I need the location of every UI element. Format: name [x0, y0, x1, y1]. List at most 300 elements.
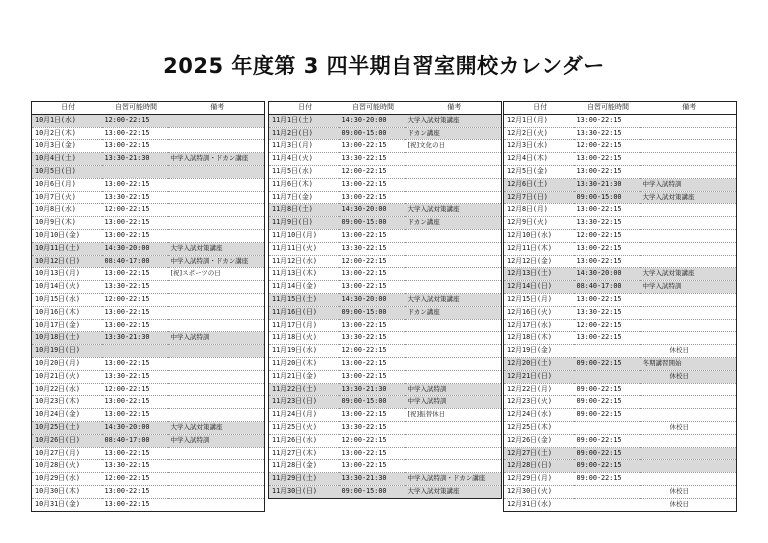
hours-cell: 13:00-22:15	[574, 204, 640, 217]
note-cell	[640, 434, 737, 447]
table-row	[504, 255, 737, 268]
table-row	[269, 485, 502, 498]
table-row	[504, 498, 737, 511]
note-cell: 大学入試対策講座	[405, 293, 502, 306]
date-cell: 10月2日(木)	[32, 127, 102, 140]
hours-cell: 13:00-22:15	[339, 191, 405, 204]
date-cell: 11月20日(木)	[269, 357, 339, 370]
hours-cell: 13:00-22:15	[339, 268, 405, 281]
table-row	[504, 421, 737, 434]
date-cell: 12月16日(火)	[504, 306, 574, 319]
note-cell	[168, 293, 265, 306]
table-row	[504, 357, 737, 370]
note-cell	[640, 447, 737, 460]
hours-cell	[574, 421, 640, 434]
hours-cell: 13:00-22:15	[339, 370, 405, 383]
table-row	[269, 370, 502, 383]
note-cell	[168, 217, 265, 230]
table-row	[269, 114, 502, 127]
date-cell: 11月15日(土)	[269, 293, 339, 306]
table-row	[32, 191, 265, 204]
note-cell	[168, 460, 265, 473]
note-cell: [祝]振替休日	[405, 409, 502, 422]
note-cell	[168, 473, 265, 486]
date-cell: 12月19日(金)	[504, 345, 574, 358]
note-cell: 中学入試特訓	[168, 332, 265, 345]
table-row	[504, 332, 737, 345]
note-cell: ドカン講座	[405, 127, 502, 140]
hours-cell: 14:30-20:00	[574, 268, 640, 281]
note-cell	[405, 229, 502, 242]
note-cell: ドカン講座	[405, 306, 502, 319]
note-cell	[405, 153, 502, 166]
table-row	[269, 447, 502, 460]
table-header-row	[269, 102, 502, 115]
hours-cell: 13:30-22:15	[574, 217, 640, 230]
date-cell: 10月19日(日)	[32, 345, 102, 358]
date-cell: 12月9日(火)	[504, 217, 574, 230]
table-row	[504, 447, 737, 460]
date-cell: 11月22日(土)	[269, 383, 339, 396]
note-cell: 中学入試特訓	[405, 383, 502, 396]
table-row	[32, 293, 265, 306]
date-cell: 11月12日(水)	[269, 255, 339, 268]
date-cell: 12月23日(火)	[504, 396, 574, 409]
note-cell	[640, 306, 737, 319]
hours-cell: 13:00-22:15	[574, 332, 640, 345]
date-cell: 10月30日(木)	[32, 485, 102, 498]
date-cell: 11月9日(日)	[269, 217, 339, 230]
hours-cell: 09:00-15:00	[574, 191, 640, 204]
note-cell	[168, 357, 265, 370]
note-cell	[168, 498, 265, 511]
table-row	[32, 396, 265, 409]
table-row	[32, 460, 265, 473]
note-cell	[640, 460, 737, 473]
header-date: 日付	[32, 102, 102, 115]
date-cell: 12月17日(水)	[504, 319, 574, 332]
table-row	[32, 383, 265, 396]
table-row	[269, 306, 502, 319]
note-cell: 休校日	[640, 485, 737, 498]
note-cell	[640, 217, 737, 230]
header-hours: 自習可能時間	[102, 102, 168, 115]
date-cell: 11月16日(日)	[269, 306, 339, 319]
table-row	[504, 178, 737, 191]
table-row	[32, 153, 265, 166]
note-cell: 中学入試特訓・ドカン講座	[168, 255, 265, 268]
note-cell	[405, 191, 502, 204]
hours-cell: 12:00-22:15	[574, 140, 640, 153]
date-cell: 10月29日(水)	[32, 473, 102, 486]
date-cell: 12月20日(土)	[504, 357, 574, 370]
note-cell	[405, 421, 502, 434]
hours-cell: 13:00-22:15	[339, 229, 405, 242]
note-cell: 中学入試特訓	[640, 178, 737, 191]
note-cell	[640, 127, 737, 140]
hours-cell: 13:30-22:15	[102, 370, 168, 383]
date-cell: 12月25日(木)	[504, 421, 574, 434]
date-cell: 10月5日(日)	[32, 165, 102, 178]
table-row	[32, 409, 265, 422]
hours-cell: 12:00-22:15	[339, 165, 405, 178]
hours-cell: 13:00-22:15	[102, 229, 168, 242]
table-row	[269, 178, 502, 191]
hours-cell: 13:00-22:15	[574, 165, 640, 178]
hours-cell: 13:00-22:15	[102, 447, 168, 460]
table-row	[269, 165, 502, 178]
note-cell	[168, 140, 265, 153]
table-row	[504, 396, 737, 409]
date-cell: 12月8日(月)	[504, 204, 574, 217]
note-cell	[640, 396, 737, 409]
date-cell: 10月21日(火)	[32, 370, 102, 383]
hours-cell: 13:00-22:15	[102, 319, 168, 332]
date-cell: 11月27日(木)	[269, 447, 339, 460]
hours-cell: 13:00-22:15	[339, 409, 405, 422]
date-cell: 12月1日(月)	[504, 114, 574, 127]
note-cell: 中学入試特訓	[405, 396, 502, 409]
table-row	[32, 281, 265, 294]
note-cell	[640, 114, 737, 127]
table-row	[32, 498, 265, 511]
hours-cell: 13:30-21:30	[102, 332, 168, 345]
table-row	[504, 319, 737, 332]
table-row	[504, 281, 737, 294]
table-row	[32, 114, 265, 127]
date-cell: 11月5日(水)	[269, 165, 339, 178]
table-row	[504, 191, 737, 204]
hours-cell: 13:30-22:15	[339, 421, 405, 434]
header-note: 備考	[640, 102, 737, 115]
note-cell: 休校日	[640, 421, 737, 434]
note-cell: [祝]スポーツの日	[168, 268, 265, 281]
table-row	[504, 434, 737, 447]
hours-cell: 09:00-22:15	[574, 434, 640, 447]
date-cell: 10月20日(月)	[32, 357, 102, 370]
hours-cell: 14:30-20:00	[102, 242, 168, 255]
date-cell: 11月3日(月)	[269, 140, 339, 153]
table-row	[269, 191, 502, 204]
note-cell	[405, 460, 502, 473]
date-cell: 10月4日(土)	[32, 153, 102, 166]
note-cell	[405, 165, 502, 178]
date-cell: 11月11日(火)	[269, 242, 339, 255]
header-note: 備考	[405, 102, 502, 115]
hours-cell: 13:00-22:15	[339, 178, 405, 191]
note-cell	[405, 178, 502, 191]
table-row	[269, 153, 502, 166]
hours-cell: 13:00-22:15	[574, 255, 640, 268]
date-cell: 10月18日(土)	[32, 332, 102, 345]
date-cell: 10月28日(火)	[32, 460, 102, 473]
hours-cell	[574, 485, 640, 498]
table-row	[269, 421, 502, 434]
note-cell	[168, 204, 265, 217]
date-cell: 10月7日(火)	[32, 191, 102, 204]
date-cell: 10月10日(金)	[32, 229, 102, 242]
note-cell	[640, 242, 737, 255]
hours-cell: 12:00-22:15	[574, 229, 640, 242]
hours-cell: 13:30-21:30	[339, 383, 405, 396]
date-cell: 11月19日(水)	[269, 345, 339, 358]
date-cell: 12月5日(金)	[504, 165, 574, 178]
hours-cell: 09:00-15:00	[339, 217, 405, 230]
header-note: 備考	[168, 102, 265, 115]
hours-cell: 09:00-22:15	[574, 383, 640, 396]
note-cell: 大学入試対策講座	[168, 421, 265, 434]
note-cell	[405, 332, 502, 345]
table-row	[504, 383, 737, 396]
hours-cell: 09:00-22:15	[574, 473, 640, 486]
table-row	[504, 217, 737, 230]
table-row	[32, 370, 265, 383]
table-row	[504, 140, 737, 153]
table-row	[32, 357, 265, 370]
date-cell: 12月2日(火)	[504, 127, 574, 140]
table-row	[269, 281, 502, 294]
date-cell: 10月31日(金)	[32, 498, 102, 511]
hours-cell: 13:00-22:15	[102, 127, 168, 140]
note-cell	[640, 293, 737, 306]
hours-cell: 13:00-22:15	[102, 357, 168, 370]
hours-cell: 08:40-17:00	[102, 434, 168, 447]
note-cell: 中学入試特訓・ドカン講座	[168, 153, 265, 166]
hours-cell: 13:00-22:15	[339, 140, 405, 153]
note-cell	[405, 357, 502, 370]
note-cell	[405, 242, 502, 255]
hours-cell: 12:00-22:15	[102, 204, 168, 217]
table-row	[504, 306, 737, 319]
hours-cell: 13:00-22:15	[102, 306, 168, 319]
date-cell: 10月24日(金)	[32, 409, 102, 422]
hours-cell: 12:00-22:15	[102, 473, 168, 486]
note-cell	[405, 447, 502, 460]
date-cell: 12月6日(土)	[504, 178, 574, 191]
december-calendar-table	[503, 101, 737, 512]
date-cell: 11月17日(月)	[269, 319, 339, 332]
table-row	[32, 217, 265, 230]
note-cell	[640, 165, 737, 178]
note-cell	[640, 153, 737, 166]
table-row	[32, 421, 265, 434]
note-cell: 休校日	[640, 345, 737, 358]
hours-cell: 12:00-22:15	[339, 345, 405, 358]
date-cell: 11月10日(月)	[269, 229, 339, 242]
date-cell: 12月26日(金)	[504, 434, 574, 447]
note-cell: 中学入試特訓	[640, 281, 737, 294]
hours-cell: 12:00-22:15	[339, 434, 405, 447]
note-cell	[168, 447, 265, 460]
hours-cell: 13:30-22:15	[339, 242, 405, 255]
date-cell: 12月28日(日)	[504, 460, 574, 473]
date-cell: 12月15日(月)	[504, 293, 574, 306]
date-cell: 12月4日(木)	[504, 153, 574, 166]
table-row	[504, 460, 737, 473]
note-cell	[168, 396, 265, 409]
hours-cell: 09:00-22:15	[574, 447, 640, 460]
table-row	[269, 268, 502, 281]
hours-cell: 08:40-17:00	[574, 281, 640, 294]
date-cell: 12月31日(水)	[504, 498, 574, 511]
date-cell: 11月21日(金)	[269, 370, 339, 383]
date-cell: 11月4日(火)	[269, 153, 339, 166]
date-cell: 11月28日(金)	[269, 460, 339, 473]
date-cell: 12月13日(土)	[504, 268, 574, 281]
date-cell: 11月25日(火)	[269, 421, 339, 434]
hours-cell: 13:00-22:15	[102, 178, 168, 191]
date-cell: 11月7日(金)	[269, 191, 339, 204]
hours-cell: 09:00-15:00	[339, 485, 405, 498]
hours-cell: 13:30-21:30	[574, 178, 640, 191]
note-cell	[405, 268, 502, 281]
note-cell	[405, 434, 502, 447]
hours-cell: 13:30-22:15	[574, 306, 640, 319]
date-cell: 11月23日(日)	[269, 396, 339, 409]
table-row	[269, 229, 502, 242]
date-cell: 12月7日(日)	[504, 191, 574, 204]
note-cell	[168, 229, 265, 242]
note-cell: 中学入試特訓・ドカン講座	[405, 473, 502, 486]
hours-cell: 13:30-22:15	[339, 332, 405, 345]
hours-cell: 13:30-22:15	[102, 191, 168, 204]
date-cell: 11月29日(土)	[269, 473, 339, 486]
hours-cell: 13:00-22:15	[102, 396, 168, 409]
note-cell	[168, 178, 265, 191]
hours-cell: 13:00-22:15	[574, 153, 640, 166]
hours-cell: 13:30-22:15	[339, 153, 405, 166]
note-cell	[405, 281, 502, 294]
table-row	[32, 268, 265, 281]
table-row	[269, 217, 502, 230]
date-cell: 10月9日(木)	[32, 217, 102, 230]
date-cell: 11月1日(土)	[269, 114, 339, 127]
note-cell	[168, 306, 265, 319]
table-row	[504, 153, 737, 166]
october-calendar-table	[31, 101, 265, 512]
date-cell: 10月26日(日)	[32, 434, 102, 447]
note-cell	[168, 127, 265, 140]
date-cell: 10月27日(月)	[32, 447, 102, 460]
hours-cell	[574, 345, 640, 358]
date-cell: 12月27日(土)	[504, 447, 574, 460]
hours-cell: 13:00-22:15	[102, 140, 168, 153]
hours-cell: 13:00-22:15	[102, 268, 168, 281]
hours-cell: 09:00-15:00	[339, 306, 405, 319]
table-row	[504, 229, 737, 242]
date-cell: 11月13日(木)	[269, 268, 339, 281]
hours-cell	[102, 165, 168, 178]
date-cell: 10月16日(木)	[32, 306, 102, 319]
hours-cell: 12:00-22:15	[102, 293, 168, 306]
hours-cell: 09:00-22:15	[574, 409, 640, 422]
date-cell: 11月6日(木)	[269, 178, 339, 191]
date-cell: 12月11日(木)	[504, 242, 574, 255]
table-row	[32, 447, 265, 460]
date-cell: 11月18日(火)	[269, 332, 339, 345]
hours-cell: 13:00-22:15	[102, 498, 168, 511]
table-row	[269, 293, 502, 306]
table-row	[269, 357, 502, 370]
date-cell: 10月22日(水)	[32, 383, 102, 396]
hours-cell: 14:30-20:00	[339, 114, 405, 127]
hours-cell: 13:00-22:15	[339, 357, 405, 370]
date-cell: 10月13日(月)	[32, 268, 102, 281]
hours-cell: 09:00-15:00	[339, 396, 405, 409]
table-row	[504, 409, 737, 422]
note-cell: 大学入試対策講座	[640, 191, 737, 204]
hours-cell: 12:00-22:15	[339, 255, 405, 268]
date-cell: 10月23日(木)	[32, 396, 102, 409]
hours-cell	[574, 370, 640, 383]
note-cell	[168, 191, 265, 204]
note-cell: 大学入試対策講座	[405, 485, 502, 498]
table-row	[32, 255, 265, 268]
hours-cell	[574, 498, 640, 511]
table-row	[269, 242, 502, 255]
date-cell: 11月24日(月)	[269, 409, 339, 422]
table-header-row	[504, 102, 737, 115]
note-cell	[168, 485, 265, 498]
note-cell	[640, 332, 737, 345]
note-cell	[640, 409, 737, 422]
date-cell: 11月14日(金)	[269, 281, 339, 294]
table-row	[32, 242, 265, 255]
table-row	[504, 204, 737, 217]
hours-cell: 13:00-22:15	[102, 409, 168, 422]
date-cell: 10月11日(土)	[32, 242, 102, 255]
date-cell: 10月8日(水)	[32, 204, 102, 217]
date-cell: 11月30日(日)	[269, 485, 339, 498]
table-row	[504, 293, 737, 306]
note-cell	[640, 229, 737, 242]
table-row	[32, 306, 265, 319]
hours-cell: 13:30-22:15	[102, 460, 168, 473]
table-row	[269, 345, 502, 358]
table-row	[504, 485, 737, 498]
hours-cell: 13:30-21:30	[102, 153, 168, 166]
date-cell: 12月30日(火)	[504, 485, 574, 498]
header-date: 日付	[269, 102, 339, 115]
note-cell: 中学入試特訓	[168, 434, 265, 447]
date-cell: 12月24日(水)	[504, 409, 574, 422]
hours-cell: 13:30-21:30	[339, 473, 405, 486]
note-cell: 大学入試対策講座	[168, 242, 265, 255]
note-cell	[640, 204, 737, 217]
note-cell	[640, 140, 737, 153]
note-cell	[405, 319, 502, 332]
hours-cell: 13:30-22:15	[574, 127, 640, 140]
hours-cell: 14:30-20:00	[102, 421, 168, 434]
hours-cell: 14:30-20:00	[339, 293, 405, 306]
hours-cell: 14:30-20:00	[339, 204, 405, 217]
date-cell: 10月14日(火)	[32, 281, 102, 294]
hours-cell: 13:00-22:15	[574, 114, 640, 127]
hours-cell: 13:00-22:15	[339, 281, 405, 294]
table-row	[504, 165, 737, 178]
hours-cell: 12:00-22:15	[102, 114, 168, 127]
hours-cell: 13:30-22:15	[102, 281, 168, 294]
note-cell	[640, 319, 737, 332]
table-row	[269, 460, 502, 473]
note-cell	[405, 345, 502, 358]
table-row	[32, 165, 265, 178]
date-cell: 10月17日(金)	[32, 319, 102, 332]
table-row	[269, 127, 502, 140]
table-row	[504, 345, 737, 358]
date-cell: 12月18日(木)	[504, 332, 574, 345]
table-row	[269, 383, 502, 396]
